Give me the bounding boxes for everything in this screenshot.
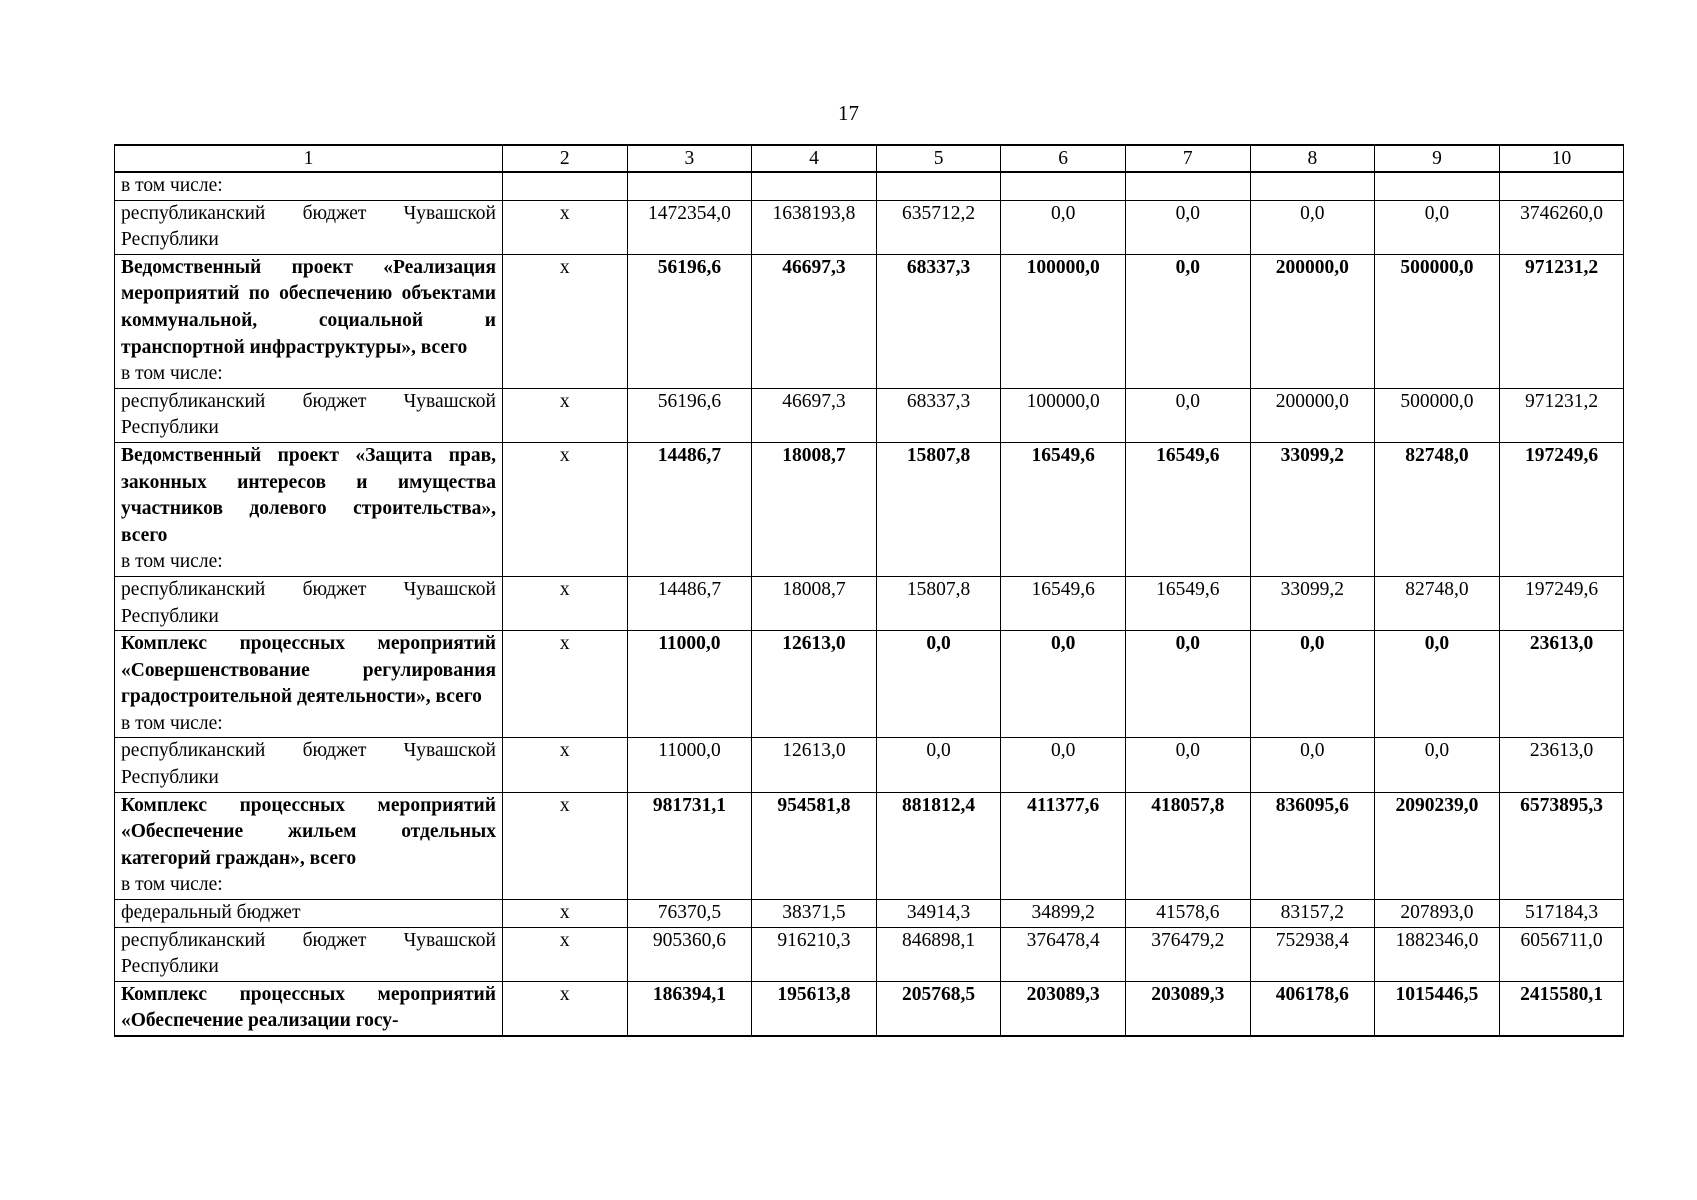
row-label: республиканский бюджет Чувашской Республики [121, 740, 496, 789]
value-cell: 0,0 [1001, 200, 1126, 254]
value-cell: 14486,7 [627, 442, 752, 576]
value-cell: 83157,2 [1250, 900, 1375, 928]
value-cell: 33099,2 [1250, 576, 1375, 630]
table-row [115, 388, 1624, 442]
source-code-cell [503, 172, 628, 200]
value-cell: 1472354,0 [627, 200, 752, 254]
value-cell: 197249,6 [1499, 442, 1624, 576]
value-cell: 203089,3 [1125, 981, 1250, 1036]
source-code-cell: x [503, 388, 628, 442]
source-code-cell: x [503, 738, 628, 792]
value-cell: 0,0 [1001, 738, 1126, 792]
value-cell: 12613,0 [752, 631, 877, 738]
row-label: республиканский бюджет Чувашской Республики [121, 929, 496, 978]
value-cell: 34914,3 [876, 900, 1001, 928]
row-label: федеральный бюджет [121, 902, 301, 924]
value-cell: 406178,6 [1250, 981, 1375, 1036]
value-cell: 15807,8 [876, 576, 1001, 630]
section-title: Комплекс процессных мероприятий «Обеспечение реализации госу- [121, 983, 496, 1032]
value-cell [1375, 172, 1500, 200]
including-label: в том числе: [121, 712, 223, 734]
row-label-cell [115, 576, 503, 630]
value-cell: 752938,4 [1250, 927, 1375, 981]
value-cell: 76370,5 [627, 900, 752, 928]
header-cell: 2 [503, 145, 628, 172]
table-header-row [115, 145, 1624, 172]
row-label-cell [115, 631, 503, 738]
value-cell: 0,0 [1125, 388, 1250, 442]
value-cell: 6056711,0 [1499, 927, 1624, 981]
value-cell: 18008,7 [752, 442, 877, 576]
value-cell: 23613,0 [1499, 738, 1624, 792]
value-cell: 2415580,1 [1499, 981, 1624, 1036]
value-cell: 376479,2 [1125, 927, 1250, 981]
value-cell: 971231,2 [1499, 254, 1624, 388]
value-cell: 376478,4 [1001, 927, 1126, 981]
row-label: республиканский бюджет Чувашской Республики [121, 390, 496, 439]
value-cell: 954581,8 [752, 792, 877, 899]
value-cell [876, 172, 1001, 200]
header-cell: 1 [115, 145, 503, 172]
source-code-cell: x [503, 200, 628, 254]
value-cell: 0,0 [876, 631, 1001, 738]
value-cell: 16549,6 [1001, 576, 1126, 630]
value-cell: 46697,3 [752, 388, 877, 442]
value-cell: 68337,3 [876, 254, 1001, 388]
row-label: в том числе: [121, 175, 223, 196]
value-cell: 517184,3 [1499, 900, 1624, 928]
value-cell [1001, 172, 1126, 200]
page-number: 17 [838, 101, 859, 125]
value-cell: 68337,3 [876, 388, 1001, 442]
value-cell: 23613,0 [1499, 631, 1624, 738]
section-row [115, 792, 1624, 899]
value-cell: 18008,7 [752, 576, 877, 630]
value-cell: 207893,0 [1375, 900, 1500, 928]
value-cell: 16549,6 [1001, 442, 1126, 576]
row-label: республиканский бюджет Чувашской Республики [121, 578, 496, 627]
value-cell: 82748,0 [1375, 442, 1500, 576]
header-cell: 7 [1125, 145, 1250, 172]
value-cell: 846898,1 [876, 927, 1001, 981]
value-cell: 0,0 [1375, 631, 1500, 738]
header-cell: 10 [1499, 145, 1624, 172]
value-cell: 41578,6 [1125, 900, 1250, 928]
value-cell: 14486,7 [627, 576, 752, 630]
value-cell: 46697,3 [752, 254, 877, 388]
row-label-cell [115, 981, 503, 1036]
value-cell: 100000,0 [1001, 388, 1126, 442]
value-cell: 186394,1 [627, 981, 752, 1036]
source-code-cell: x [503, 981, 628, 1036]
source-code-cell: x [503, 254, 628, 388]
including-label: в том числе: [121, 551, 223, 573]
value-cell: 16549,6 [1125, 442, 1250, 576]
value-cell: 33099,2 [1250, 442, 1375, 576]
header-cell: 6 [1001, 145, 1126, 172]
value-cell: 12613,0 [752, 738, 877, 792]
value-cell: 197249,6 [1499, 576, 1624, 630]
row-label-cell [115, 900, 503, 928]
value-cell: 836095,6 [1250, 792, 1375, 899]
section-title: Комплекс процессных мероприятий «Обеспечение жильем отдельных категорий граждан», всего [121, 794, 496, 869]
value-cell: 0,0 [876, 738, 1001, 792]
value-cell: 100000,0 [1001, 254, 1126, 388]
value-cell: 56196,6 [627, 388, 752, 442]
source-code-cell: x [503, 576, 628, 630]
value-cell: 203089,3 [1001, 981, 1126, 1036]
source-code-cell: x [503, 442, 628, 576]
value-cell: 6573895,3 [1499, 792, 1624, 899]
value-cell: 3746260,0 [1499, 200, 1624, 254]
header-cell: 5 [876, 145, 1001, 172]
value-cell: 2090239,0 [1375, 792, 1500, 899]
section-title: Комплекс процессных мероприятий «Совершенствование регулирования градостроительной деятельности», всего [121, 633, 496, 708]
value-cell: 16549,6 [1125, 576, 1250, 630]
value-cell: 0,0 [1250, 631, 1375, 738]
value-cell: 971231,2 [1499, 388, 1624, 442]
table-row [115, 200, 1624, 254]
row-label: республиканский бюджет Чувашской Республики [121, 202, 496, 251]
value-cell: 38371,5 [752, 900, 877, 928]
source-code-cell: x [503, 927, 628, 981]
value-cell: 500000,0 [1375, 388, 1500, 442]
value-cell: 0,0 [1001, 631, 1126, 738]
header-cell: 8 [1250, 145, 1375, 172]
section-title: Ведомственный проект «Реализация мероприятий по обеспечению объектами коммунальной, социальной и транспортной инфраструктуры», всего [121, 256, 496, 358]
value-cell: 981731,1 [627, 792, 752, 899]
value-cell: 418057,8 [1125, 792, 1250, 899]
value-cell: 56196,6 [627, 254, 752, 388]
value-cell: 0,0 [1125, 738, 1250, 792]
value-cell: 200000,0 [1250, 254, 1375, 388]
value-cell: 11000,0 [627, 738, 752, 792]
section-row [115, 631, 1624, 738]
budget-table [114, 144, 1624, 1037]
value-cell: 905360,6 [627, 927, 752, 981]
value-cell: 0,0 [1125, 631, 1250, 738]
value-cell [627, 172, 752, 200]
value-cell: 1015446,5 [1375, 981, 1500, 1036]
row-label-cell [115, 172, 503, 200]
section-title: Ведомственный проект «Защита прав, законных интересов и имущества участников долевого строительства», всего [121, 444, 496, 546]
header-cell: 3 [627, 145, 752, 172]
value-cell: 200000,0 [1250, 388, 1375, 442]
row-label-cell [115, 442, 503, 576]
value-cell: 0,0 [1375, 200, 1500, 254]
value-cell: 0,0 [1250, 738, 1375, 792]
including-label: в том числе: [121, 363, 223, 385]
value-cell: 82748,0 [1375, 576, 1500, 630]
value-cell: 500000,0 [1375, 254, 1500, 388]
table-row [115, 576, 1624, 630]
value-cell [752, 172, 877, 200]
value-cell [1250, 172, 1375, 200]
table-row [115, 738, 1624, 792]
value-cell: 0,0 [1125, 254, 1250, 388]
value-cell: 1638193,8 [752, 200, 877, 254]
section-row [115, 254, 1624, 388]
value-cell: 34899,2 [1001, 900, 1126, 928]
value-cell: 411377,6 [1001, 792, 1126, 899]
section-row [115, 981, 1624, 1036]
value-cell: 0,0 [1375, 738, 1500, 792]
row-label-cell [115, 792, 503, 899]
table-row [115, 927, 1624, 981]
value-cell: 881812,4 [876, 792, 1001, 899]
source-code-cell: x [503, 900, 628, 928]
value-cell: 15807,8 [876, 442, 1001, 576]
value-cell [1499, 172, 1624, 200]
row-label-cell [115, 388, 503, 442]
row-label-cell [115, 200, 503, 254]
source-code-cell: x [503, 792, 628, 899]
including-label: в том числе: [121, 874, 223, 896]
value-cell: 205768,5 [876, 981, 1001, 1036]
row-label-cell [115, 927, 503, 981]
row-label-cell [115, 738, 503, 792]
table-row [115, 172, 1624, 200]
value-cell [1125, 172, 1250, 200]
value-cell: 916210,3 [752, 927, 877, 981]
source-code-cell: x [503, 631, 628, 738]
value-cell: 195613,8 [752, 981, 877, 1036]
header-cell: 4 [752, 145, 877, 172]
value-cell: 1882346,0 [1375, 927, 1500, 981]
value-cell: 0,0 [1250, 200, 1375, 254]
value-cell: 11000,0 [627, 631, 752, 738]
value-cell: 635712,2 [876, 200, 1001, 254]
header-cell: 9 [1375, 145, 1500, 172]
section-row [115, 442, 1624, 576]
row-label-cell [115, 254, 503, 388]
value-cell: 0,0 [1125, 200, 1250, 254]
table-row [115, 900, 1624, 928]
